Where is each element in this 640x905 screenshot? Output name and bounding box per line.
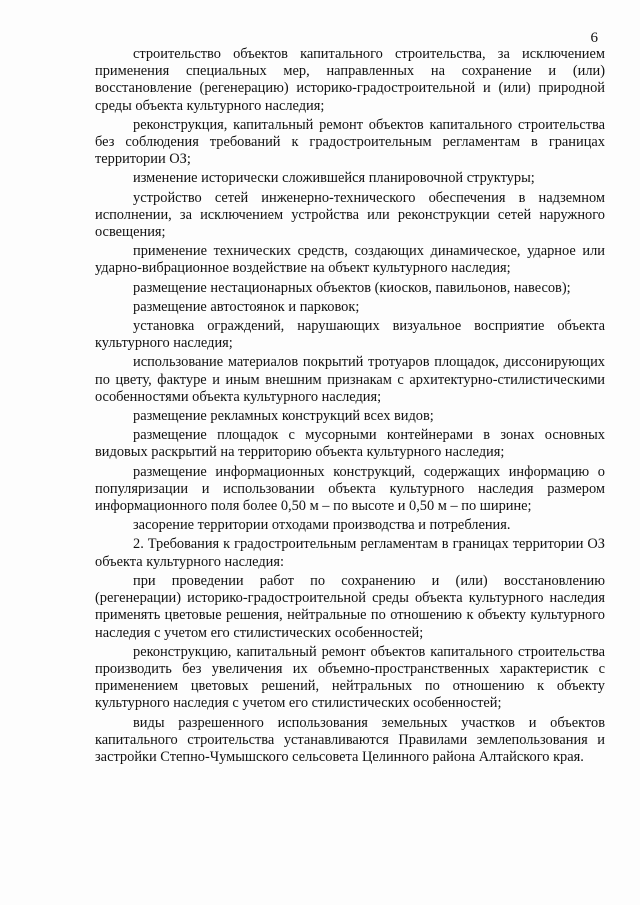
paragraph: строительство объектов капитального строительства, за исключением применения специальных мер, направленных на сохранение и (или) восстановление (регенерацию) историко-градостроительной и (или) природной среды объекта культурного наследия;	[95, 46, 605, 114]
paragraph: размещение информационных конструкций, содержащих информацию о популяризации и использовании объекта культурного наследия размером информационного поля более 0,50 м – по высоте и 0,50 м – по ширине;	[95, 463, 605, 515]
paragraph: использование материалов покрытий тротуаров площадок, диссонирующих по цвету, фактуре и иным внешним признакам с архитектурно-стилистическими особенностями объекта культурного наследия;	[95, 354, 605, 405]
paragraph: засорение территории отходами производства и потребления.	[133, 517, 511, 534]
paragraph: при проведении работ по сохранению и (или) восстановлению (регенерации) историко-градостроительной среды объекта культурного наследия применять цветовые решения, нейтральные по отношению к объекту культурного наследия с учетом его стилистических особенностей;	[95, 572, 605, 641]
paragraph: размещение нестационарных объектов (киосков, павильонов, навесов);	[133, 279, 571, 296]
paragraph: изменение исторически сложившейся планировочной структуры;	[133, 170, 535, 187]
paragraph: реконструкцию, капитальный ремонт объектов капитального строительства производить без увеличения их объемно-пространственных характеристик с применением цветовых решений, нейтральных по отношению к объекту культурного наследия с учетом его стилистических особенностей;	[95, 643, 605, 712]
document-body	[95, 46, 605, 768]
paragraph: размещение автостоянок и парковок;	[133, 298, 360, 315]
page-number: 6	[590, 30, 598, 46]
paragraph: устройство сетей инженерно-технического обеспечения в надземном исполнении, за исключением устройства или реконструкции сетей наружного освещения;	[95, 189, 605, 241]
paragraph: виды разрешенного использования земельных участков и объектов капитального строительства устанавливаются Правилами землепользования и застройки Степно-Чумышского сельсовета Целинного района Алтайского края.	[95, 714, 605, 765]
section-heading-paragraph: 2. Требования к градостроительным регламентам в границах территории ОЗ объекта культурного наследия:	[95, 536, 605, 570]
paragraph: реконструкция, капитальный ремонт объектов капитального строительства без соблюдения требований к градостроительным регламентам в границах территории ОЗ;	[95, 116, 605, 168]
paragraph: размещение площадок с мусорными контейнерами в зонах основных видовых раскрытий на территорию объекта культурного наследия;	[95, 427, 605, 461]
paragraph: установка ограждений, нарушающих визуальное восприятие объекта культурного наследия;	[95, 318, 605, 352]
paragraph: размещение рекламных конструкций всех видов;	[133, 408, 434, 425]
paragraph: применение технических средств, создающих динамическое, ударное или ударно-вибрационное воздействие на объект культурного наследия;	[95, 243, 605, 277]
